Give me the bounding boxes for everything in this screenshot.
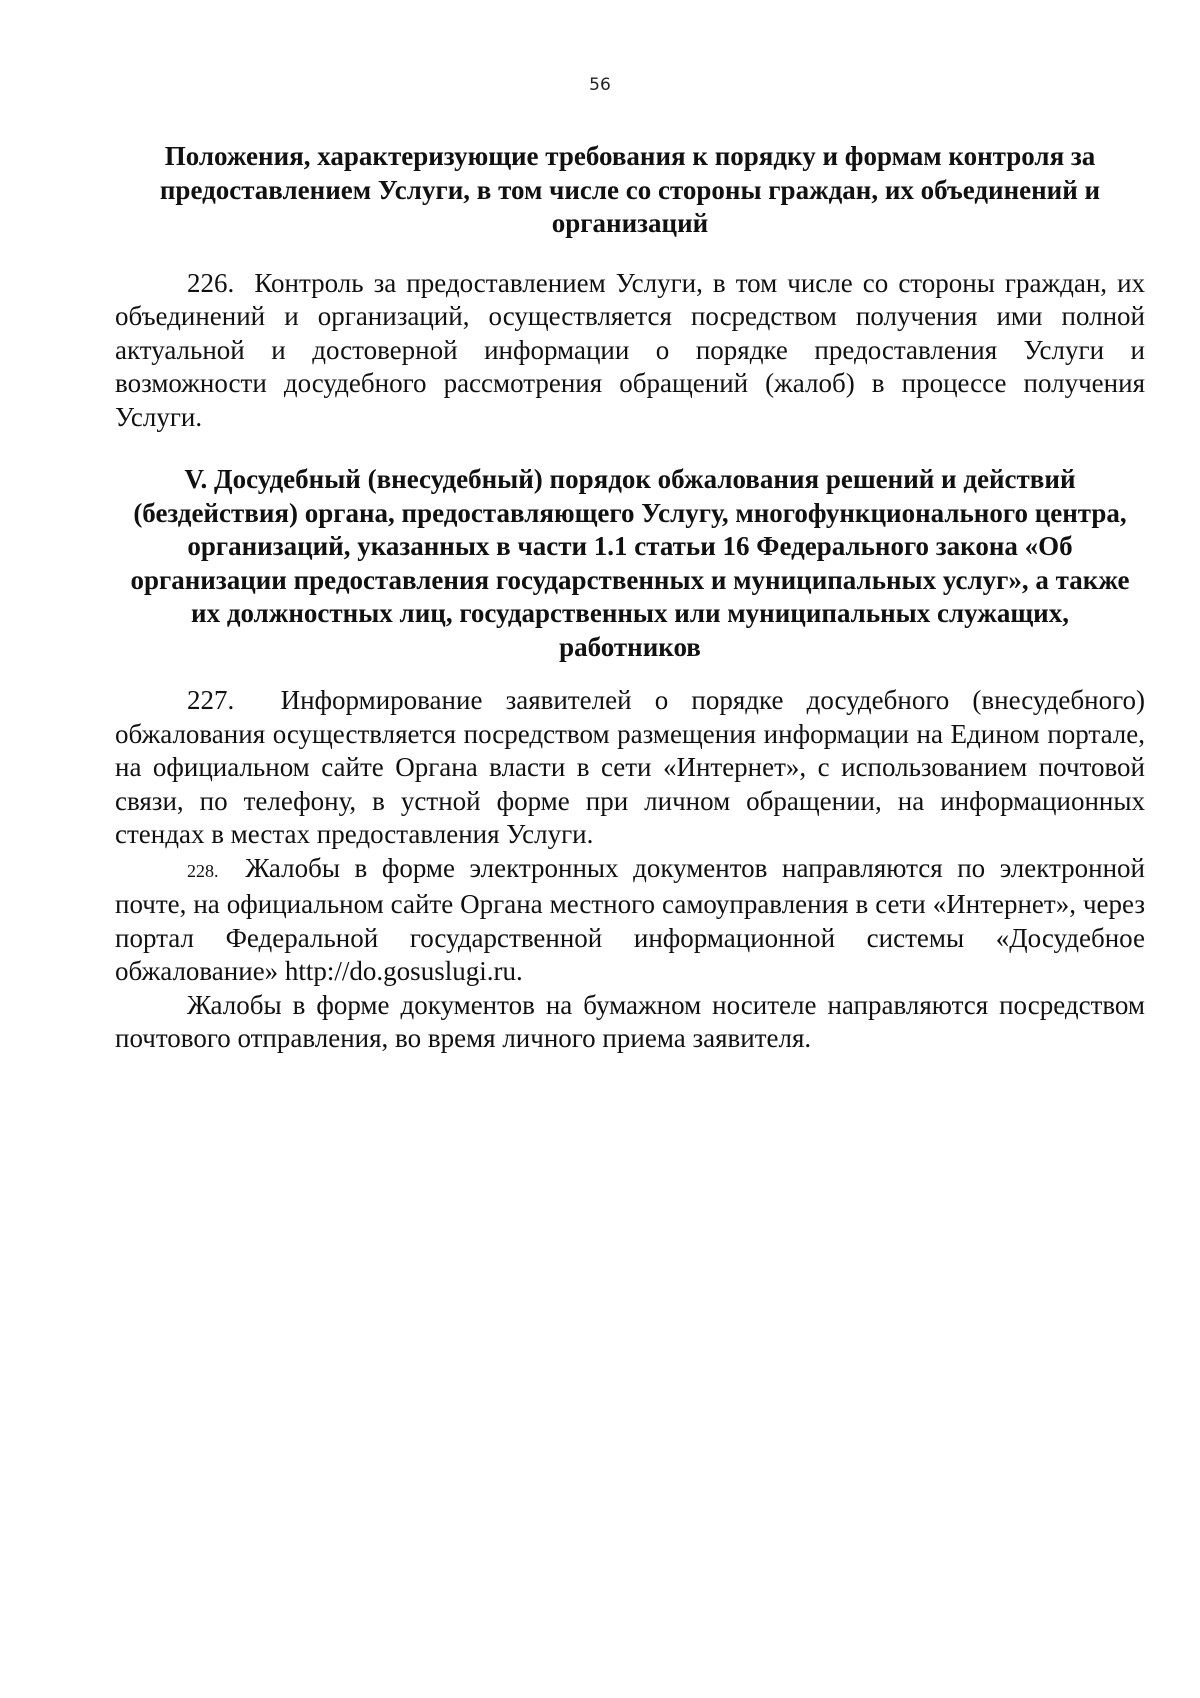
page-number: 56 (589, 75, 611, 95)
paragraph-text: Контроль за предоставлением Услуги, в том числе со стороны граждан, их объединений и организаций, осуществляется посредством получения ими полной актуальной и достоверной информации о порядке предоставления Услуги и возможности досудебного рассмотрения обращений (жалоб) в процессе получения Услуги. (115, 267, 1146, 432)
paragraph-number: 227. (187, 685, 258, 715)
paragraph-text: Жалобы в форме электронных документов направляются по электронной почте, на официальном сайте Органа местного самоуправления в сети «Интернет», через портал Федеральной государственной информационной системы «Досудебное обжалование» http://do.gosuslugi.ru. (115, 852, 1146, 986)
paragraph-number: 226. (187, 267, 245, 298)
document-body (115, 140, 1145, 1056)
paragraph-227 (115, 684, 1145, 852)
paragraph-paper-complaints (115, 989, 1145, 1056)
paragraph-text: Жалобы в форме документов на бумажном носителе направляются посредством почтового отправления, во время личного приема заявителя. (115, 989, 1145, 1053)
section-heading-v: V. Досудебный (внесудебный) порядок обжалования решений и действий (бездействия) органа, предоставляющего Услугу, многофункционального центра, организаций, указанных в части 1.1 статьи 16 Федерального закона «Об организации предоставления государственных и муниципальных услуг», а также их должностных лиц, государственных или муниципальных служащих, работников (130, 464, 1130, 662)
section-heading-control: Положения, характеризующие требования к порядку и формам контроля за предоставлением Услуги, в том числе со стороны граждан, их объединений и организаций (159, 141, 1101, 238)
paragraph-number: 228. (187, 860, 231, 881)
paragraph-text: Информирование заявителей о порядке досудебного (внесудебного) обжалования осуществляется посредством размещения информации на Едином портале, на официальном сайте Органа власти в сети «Интернет», с использованием почтовой связи, по телефону, в устной форме при личном обращении, на информационных стендах в местах предоставления Услуги. (115, 685, 1145, 849)
paragraph-226 (115, 267, 1145, 435)
paragraph-228 (115, 852, 1145, 989)
